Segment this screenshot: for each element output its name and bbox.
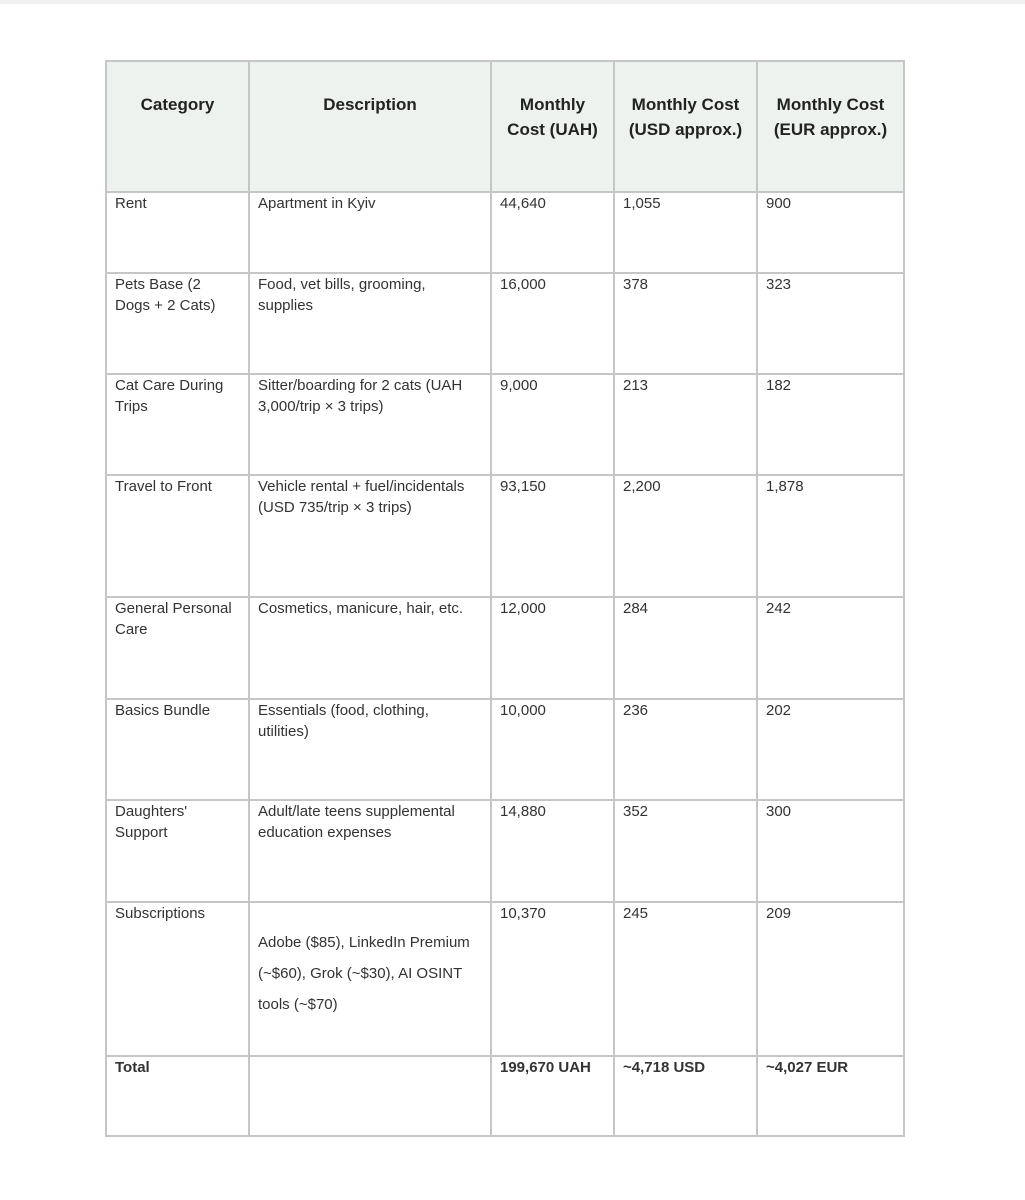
table-header [106, 61, 904, 192]
monthly-cost-table [105, 60, 905, 1137]
cell-eur: 202 [757, 699, 904, 800]
cell-description: Adult/late teens supplemental education expenses [249, 800, 491, 902]
cell-description: Adobe ($85), LinkedIn Premium (~$60), Grok (~$30), AI OSINT tools (~$70) [249, 902, 491, 1056]
total-description [249, 1056, 491, 1136]
table-row [106, 273, 904, 374]
cell-category: Daughters' Support [106, 800, 249, 902]
cell-uah: 16,000 [491, 273, 614, 374]
table-body [106, 192, 904, 1136]
cell-uah: 44,640 [491, 192, 614, 273]
cell-usd: 245 [614, 902, 757, 1056]
cell-category: General Personal Care [106, 597, 249, 699]
header-description: Description [249, 61, 491, 192]
cell-description: Essentials (food, clothing, utilities) [249, 699, 491, 800]
table-row [106, 800, 904, 902]
cell-category: Basics Bundle [106, 699, 249, 800]
table-row [106, 475, 904, 597]
header-monthly-cost-uah: Monthly Cost (UAH) [491, 61, 614, 192]
total-label: Total [106, 1056, 249, 1136]
cell-usd: 1,055 [614, 192, 757, 273]
total-uah: 199,670 UAH [491, 1056, 614, 1136]
cell-description: Apartment in Kyiv [249, 192, 491, 273]
cell-category: Cat Care During Trips [106, 374, 249, 475]
cell-description: Cosmetics, manicure, hair, etc. [249, 597, 491, 699]
cell-usd: 213 [614, 374, 757, 475]
cell-uah: 10,370 [491, 902, 614, 1056]
header-monthly-cost-eur: Monthly Cost (EUR approx.) [757, 61, 904, 192]
cell-eur: 242 [757, 597, 904, 699]
cell-description: Sitter/boarding for 2 cats (UAH 3,000/trip × 3 trips) [249, 374, 491, 475]
cell-eur: 182 [757, 374, 904, 475]
table-row [106, 699, 904, 800]
header-row [106, 61, 904, 192]
cell-usd: 236 [614, 699, 757, 800]
table-row [106, 597, 904, 699]
top-divider [0, 0, 1025, 4]
header-category: Category [106, 61, 249, 192]
cell-category: Subscriptions [106, 902, 249, 1056]
total-row [106, 1056, 904, 1136]
cell-category: Pets Base (2 Dogs + 2 Cats) [106, 273, 249, 374]
table-row [106, 374, 904, 475]
cell-eur: 323 [757, 273, 904, 374]
cell-uah: 9,000 [491, 374, 614, 475]
cell-usd: 284 [614, 597, 757, 699]
cell-usd: 352 [614, 800, 757, 902]
total-usd: ~4,718 USD [614, 1056, 757, 1136]
cell-usd: 2,200 [614, 475, 757, 597]
cell-eur: 209 [757, 902, 904, 1056]
cell-uah: 14,880 [491, 800, 614, 902]
cell-description: Vehicle rental + fuel/incidentals (USD 735/trip × 3 trips) [249, 475, 491, 597]
cell-eur: 900 [757, 192, 904, 273]
cell-uah: 12,000 [491, 597, 614, 699]
cell-description: Food, vet bills, grooming, supplies [249, 273, 491, 374]
cell-uah: 93,150 [491, 475, 614, 597]
cell-category: Rent [106, 192, 249, 273]
table-row [106, 192, 904, 273]
header-monthly-cost-usd: Monthly Cost (USD approx.) [614, 61, 757, 192]
cell-eur: 300 [757, 800, 904, 902]
total-eur: ~4,027 EUR [757, 1056, 904, 1136]
table-row [106, 902, 904, 1056]
cell-category: Travel to Front [106, 475, 249, 597]
cell-eur: 1,878 [757, 475, 904, 597]
cell-usd: 378 [614, 273, 757, 374]
cell-uah: 10,000 [491, 699, 614, 800]
